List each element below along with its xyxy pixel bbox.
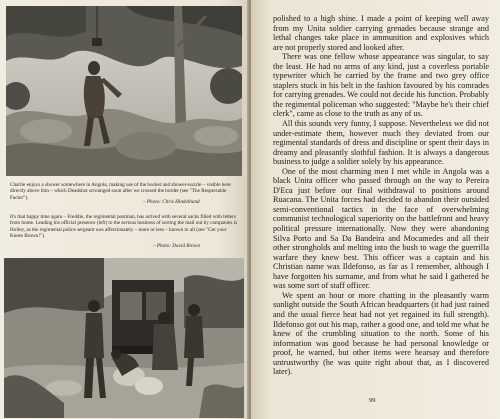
photo-caption-top: Charlie enjoys a shower somewhere in Angola, making use of the bucket and shower-nozzle – visible here directly above him – which Deadshot scrounged soon after we crossed the border (see "The Respectable Factor"). (10, 182, 231, 201)
paragraph: polished to a high shine. I made a point of keeping well away from my Unita soldier carrying grenades because strange and lethal changes take place in ammunition and explosives which are not properly stored and looked after. (273, 14, 489, 52)
left-page (0, 0, 249, 419)
paragraph: One of the most charming men I met while in Angola was a black Unita officer who passed through on the way to Pereira D'Eca just before our final withdrawal to positions around Ruacana. The Unita forces had decided to abandon their outsided semi-conventional tactics in the face of overwhelming communist technological superiority on the battlefront and heavy political pressure internationally. Now they were abandoning Silva Porto and Sa Da Bandeira and Mocamedes and all their other strongholds and melting into the bush to wage the guerrilla warfare they knew best. This officer was a captain and his Christian name was Ildefonso, as far as I remember, although I have forgotten his surname, and from what he said I gathered he was some sort of staff officer. (273, 166, 489, 291)
paragraph: All this sounds very funny, I suppose. Nevertheless we did not under-estimate them, however much they deviated from our regimental standards of dress and discipline or spent their days in dreamy and pleasantly slothful fashion. It is always a dangerous business to judge a soldier solely by his appearance. (273, 119, 489, 167)
photo-mail-sorting (4, 258, 244, 418)
photo-credit-top: – Photo: Chris Hindelhand (143, 199, 200, 205)
paragraph: We spent an hour or more chatting in the pleasantly warm sunlight outside the South African headquarters (it had just rained and the usual fierce heat had not yet regained its full strength). Ildefonso got out his map, rather a good one, and told me what he knew of the crumbling situation to the north. Some of his information was good because he had personal knowledge or proof, he warned, but other items were hearsay and therefore untrustworthy (he was quite right about that, as I discovered later). (273, 290, 489, 377)
right-page (251, 0, 500, 419)
body-text (273, 14, 489, 377)
photo-credit-bottom: – Photo: David Brown (153, 243, 200, 249)
photo-caption-bottom: It's that happy time again – Freddie, the regimental postman, has arrived with several sacks filled with letters from home. Leading his official presence (left) to the serious business of sorting the mail out by companies is Holley, as the regimental police sergeant was affectionately – more or less – known to all (see "Get your Knees Brown!"). (10, 214, 238, 240)
page-number: 99 (369, 397, 376, 404)
photo-shower (6, 6, 242, 176)
paragraph: There was one fellow whose appearance was singular, to say the least. He had no arms of any kind, just a coverless portable typewriter which he carried by the frame and two grey office staplers stuck in his belt in the fashion favoured by his comrades for carrying grenades. We could not decide his function. Probably the regimental policeman who suggested: "Maybe he's their chief clerk", came as close to the truth as any of us. (273, 52, 489, 119)
